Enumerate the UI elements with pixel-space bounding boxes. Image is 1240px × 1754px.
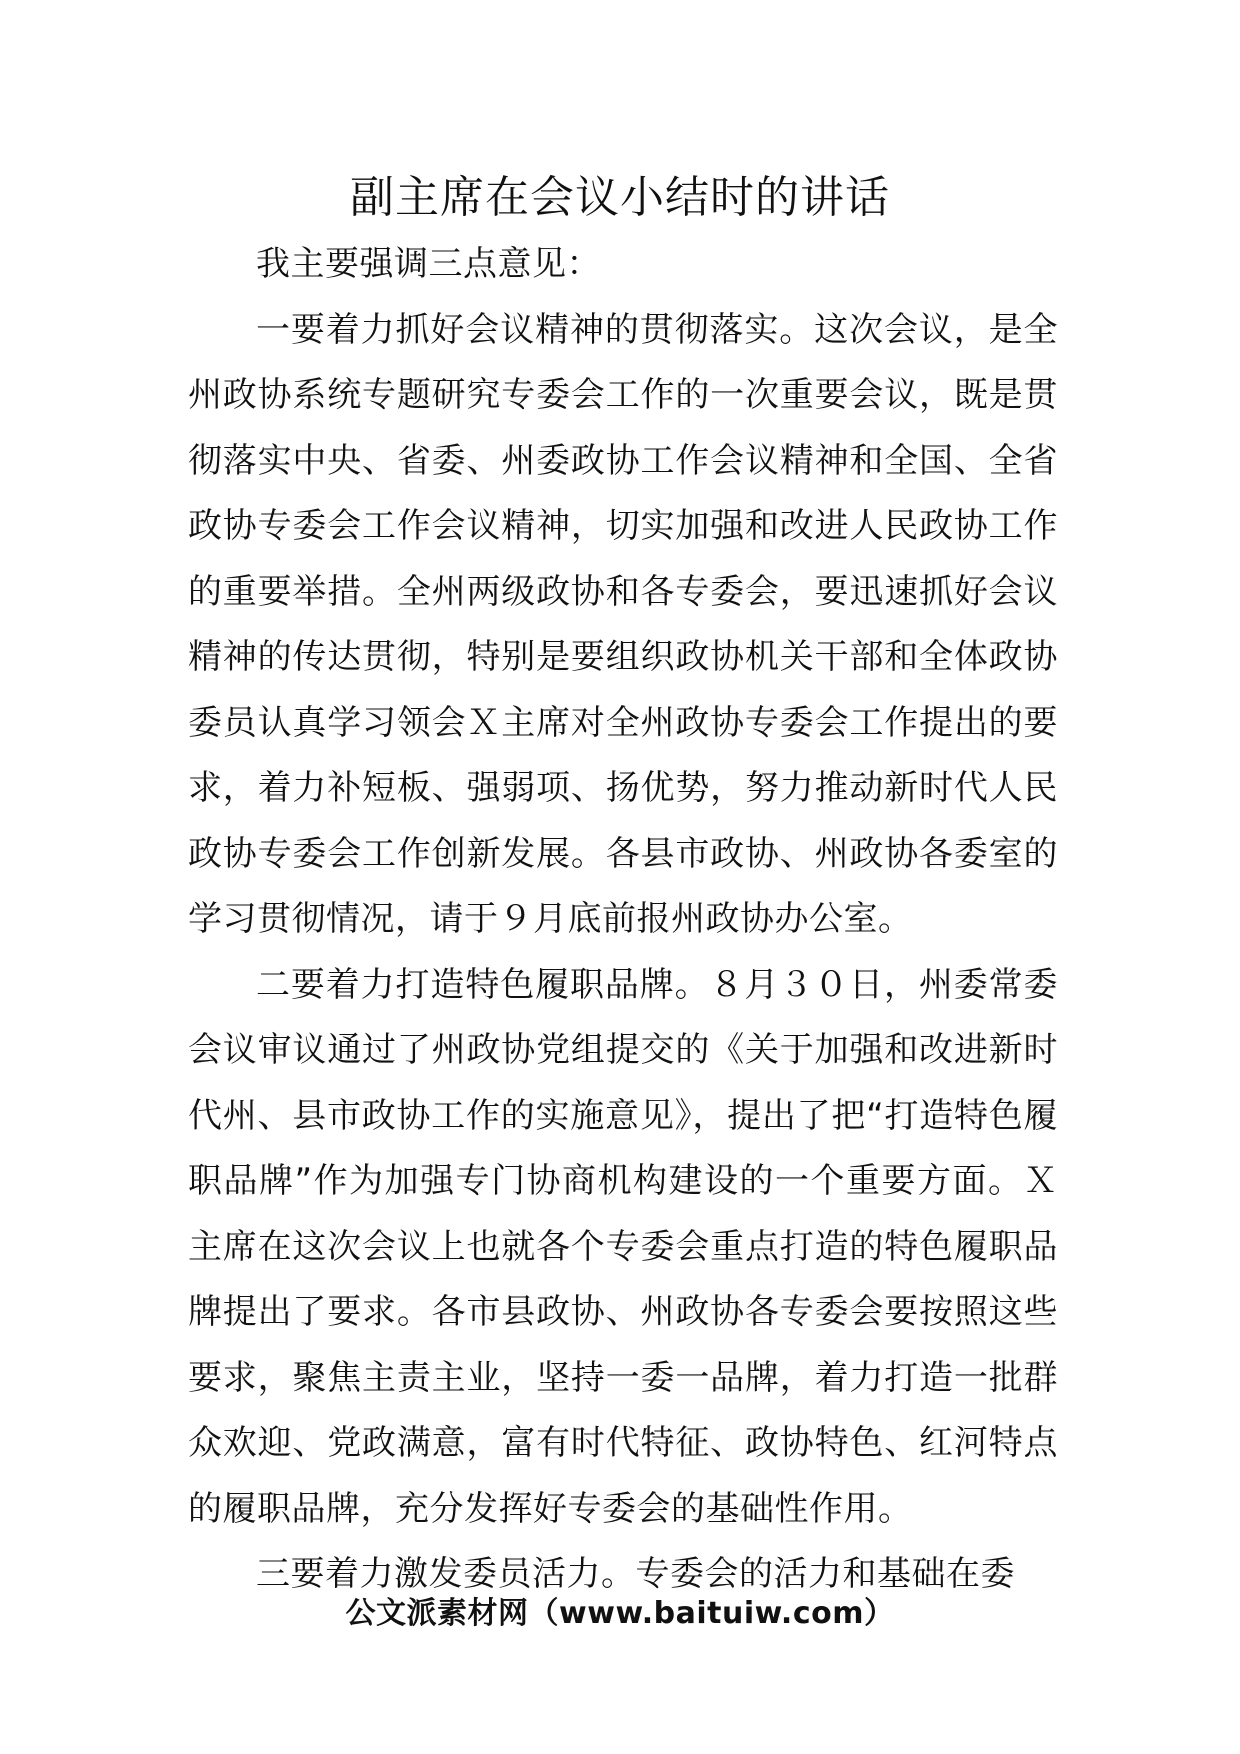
paragraph-point-one: 一要着力抓好会议精神的贯彻落实。这次会议，是全州政协系统专题研究专委会工作的一次重要会议，既是贯彻落实中央、省委、州委政协工作会议精神和全国、全省政协专委会工作会议精神，切实加强和改进人民政协工作的重要举措。全州两级政协和各专委会，要迅速抓好会议精神的传达贯彻，特别是要组织政协机关干部和全体政协委员认真学习领会Ｘ主席对全州政协专委会工作提出的要求，着力补短板、强弱项、扬优势，努力推动新时代人民政协专委会工作创新发展。各县市政协、州政协各委室的学习贯彻情况，请于９月底前报州政协办公室。 (188, 309, 1058, 939)
paragraph-point-two: 二要着力打造特色履职品牌。８月３０日，州委常委会议审议通过了州政协党组提交的《关于加强和改进新时代州、县市政协工作的实施意见》，提出了把“打造特色履职品牌”作为加强专门协商机构建设的一个重要方面。Ｘ主席在这次会议上也就各个专委会重点打造的特色履职品牌提出了要求。各市县政协、州政协各专委会要按照这些要求，聚焦主责主业，坚持一委一品牌，着力打造一批群众欢迎、党政满意，富有时代特征、政协特色、红河特点的履职品牌，充分发挥好专委会的基础性作用。 (188, 964, 1058, 1529)
paragraph-intro: 我主要强调三点意见： (256, 244, 601, 284)
paragraph-point-three: 三要着力激发委员活力。专委会的活力和基础在委 (256, 1554, 1015, 1594)
footer-watermark: 公文派素材网（www.baituiw.com） (345, 1596, 895, 1631)
document-title: 副主席在会议小结时的讲话 (350, 172, 890, 223)
document-body (188, 232, 1058, 1608)
